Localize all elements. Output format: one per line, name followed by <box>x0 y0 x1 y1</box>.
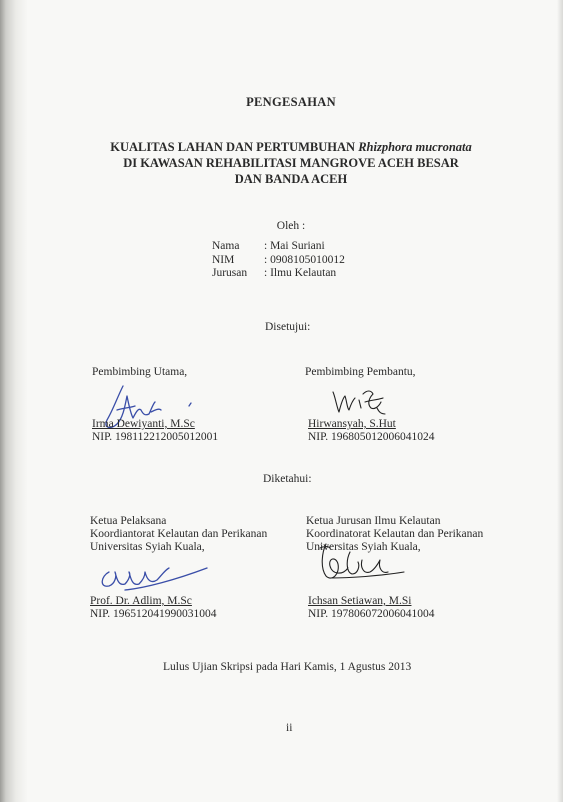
identity-value: : 0908105010012 <box>264 253 345 266</box>
identity-label: NIM <box>212 253 235 266</box>
graduation-statement: Lulus Ujian Skripsi pada Hari Kamis, 1 Agustus 2013 <box>163 661 412 673</box>
assistant-supervisor-role: Pembimbing Pembantu, <box>305 366 416 378</box>
main-supervisor-name: Irma Dewiyanti, M.Sc <box>92 418 195 430</box>
right-official-university: Universitas Syiah Kuala, <box>306 541 421 553</box>
assistant-supervisor-nip: NIP. 196805012006041024 <box>308 431 435 443</box>
identity-row <box>212 267 349 281</box>
author-identity <box>212 240 349 281</box>
acknowledged-label: Diketahui: <box>263 473 312 485</box>
identity-row <box>212 254 349 268</box>
thesis-title-line-1 <box>60 139 522 155</box>
right-official-unit: Koordinatorat Kelautan dan Perikanan <box>306 528 484 540</box>
left-official-nip: NIP. 196512041990031004 <box>90 608 217 620</box>
left-official-block <box>90 515 267 554</box>
approved-label: Disetujui: <box>265 321 311 333</box>
thesis-title-line-2: DI KAWASAN REHABILITASI MANGROVE ACEH BESAR <box>123 156 459 170</box>
identity-value: : Mai Suriani <box>264 240 325 252</box>
thesis-title-plain: KUALITAS LAHAN DAN PERTUMBUHAN <box>110 140 359 154</box>
main-supervisor-role: Pembimbing Utama, <box>92 366 188 378</box>
assistant-supervisor-signature <box>325 382 395 422</box>
thesis-title-line-3: DAN BANDA ACEH <box>234 172 348 186</box>
identity-label: Nama <box>212 240 240 252</box>
left-official-name: Prof. Dr. Adlim, M.Sc <box>90 595 192 607</box>
page-title: PENGESAHAN <box>246 95 336 109</box>
binding-shadow <box>0 0 28 802</box>
right-official-name: Ichsan Setiawan, M.Si <box>308 595 412 607</box>
right-official-title: Ketua Jurusan Ilmu Kelautan <box>306 515 441 527</box>
identity-value: : Ilmu Kelautan <box>264 267 337 279</box>
left-official-signature <box>95 558 215 598</box>
identity-label: Jurusan <box>212 267 248 279</box>
assistant-supervisor-name: Hirwansyah, S.Hut <box>308 418 396 430</box>
right-official-signature <box>300 538 410 588</box>
right-official-nip: NIP. 197806072006041004 <box>308 608 435 620</box>
oleh-label: Oleh : <box>276 220 306 232</box>
thesis-title <box>60 139 522 187</box>
page-edge <box>557 0 563 802</box>
page-number: ii <box>286 722 293 734</box>
left-official-university: Universitas Syiah Kuala, <box>90 541 205 553</box>
left-official-title: Ketua Pelaksana <box>90 515 167 527</box>
left-official-unit: Koordiantorat Kelautan dan Perikanan <box>90 528 268 540</box>
species-name: Rhizphora mucronata <box>358 140 472 154</box>
identity-row <box>212 240 349 254</box>
main-supervisor-nip: NIP. 198112212005012001 <box>92 431 219 443</box>
